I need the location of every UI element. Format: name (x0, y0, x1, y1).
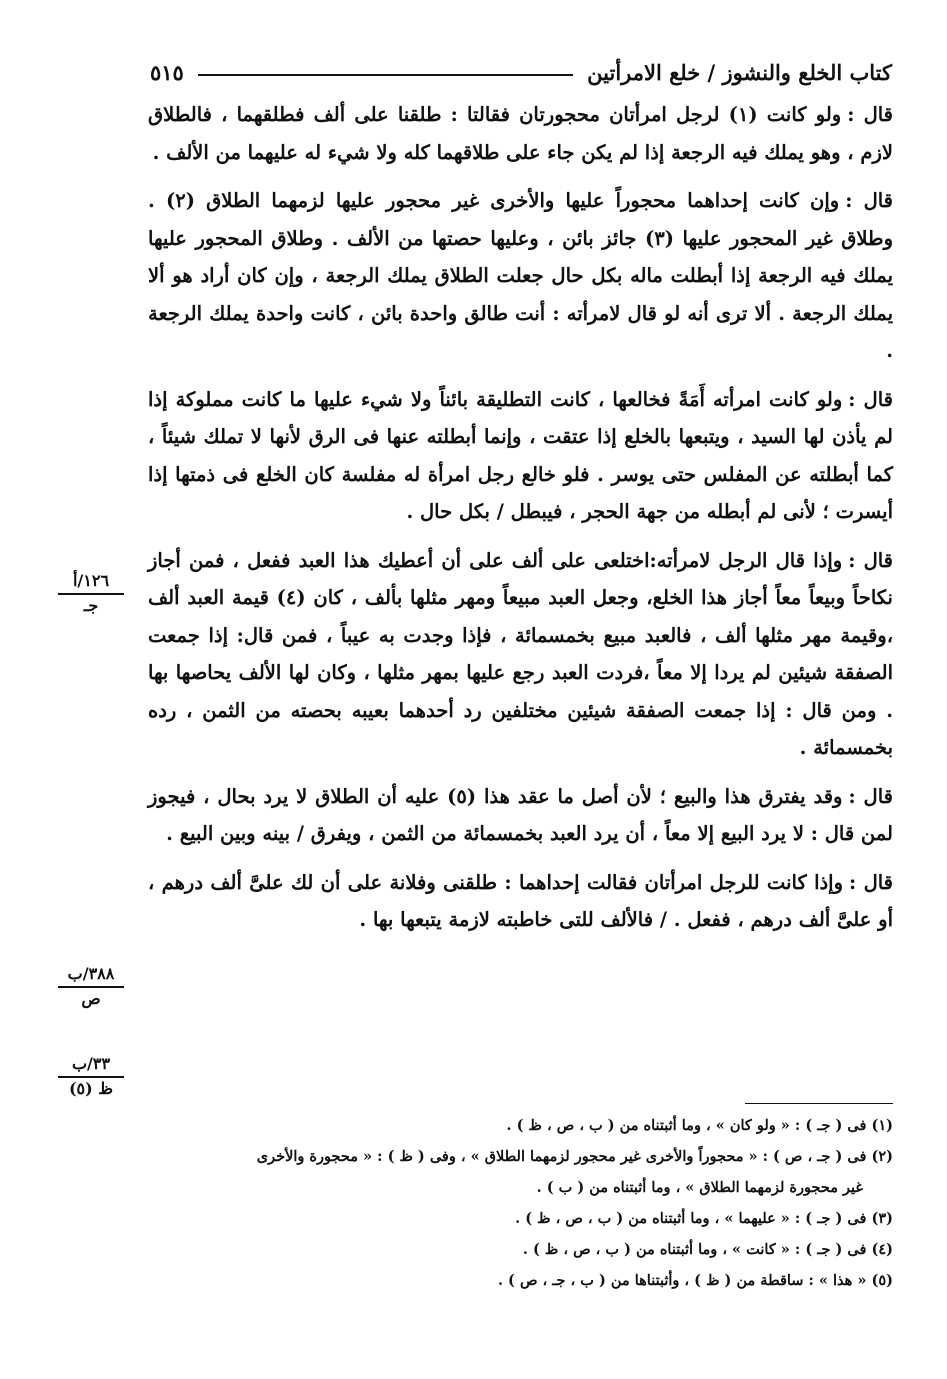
paragraph-lead: قال : (848, 387, 893, 411)
footnote-continuation: غير محجورة لزمهما الطلاق » ، وما أثبتناه من ( ب ) . (536, 1179, 863, 1196)
paragraph-text: وإذا قال الرجل لامرأته:اختلعى على ألف على أن أعطيك هذا العبد ففعل ، فمن أجاز نكاحاً وبيعاً معاً أجاز هذا الخلع، وجعل العبد مبيعاً ومهر مثلها بألف ، كان (٤) قيمة العبد ألف ،وقيمة مهر مثلها ألف ، فالعبد مبيع بخمسمائة ، فإذا وجدت به عيباً ، فمن قال: إذا جمعت الصفقة شيئين لم يردا إلا معاً ،فردت العبد رجع عليها بمهر مثلها ، وكان لها الألف يحاصها بها . ومن قال : إذا جمعت الصفقة شيئين مختلفين رد أحدهما بعيبه بحصته من الثمن ، رده بخمسمائة . (148, 548, 893, 759)
paragraph-text: ولو كانت امرأته أَمَةً فخالعها ، كانت التطليقة بائناً ولا شيء عليها ما كانت مملوكة إذا لم يأذن لها السيد ، ويتبعها بالخلع إذا عتقت ، وإنما أبطلته عنها فى الرق لأنها لا تملك شيئاً ، كما أبطلته عن المفلس حتى يوسر . فلو خالع رجل امرأة له مفلسة كان الخلع فى ذمتها إذا أيسرت ؛ لأنى لم أبطله من جهة الحجر ، فيبطل / بكل حال . (148, 387, 893, 523)
header-rule (198, 74, 573, 76)
footnote: (٢) فى ( جـ ، ص ) : « محجوراً والأخرى غير محجور لزمهما الطلاق » ، وفى ( ظ ) : « محجورة والأخرى (256, 1148, 893, 1165)
margin-folio: ٣٨٨/ب (58, 965, 124, 988)
page-number: ٥١٥ (150, 59, 184, 85)
page-header (150, 52, 892, 92)
paragraph (148, 182, 893, 370)
margin-manuscript-siglum: جـ (83, 596, 99, 615)
paragraph (148, 381, 893, 531)
margin-manuscript-siglum: ظ (٥) (68, 1079, 114, 1098)
paragraph-lead: قال : (848, 548, 893, 572)
paragraph (148, 542, 893, 767)
running-title: كتاب الخلع والنشوز / خلع الامرأتين (587, 59, 892, 85)
paragraph-text: وإذا كانت للرجل امرأتان فقالت إحداهما : طلقنى وفلانة على أن لك علىَّ ألف درهم ، أو علىَّ ألف درهم ، ففعل . / فالألف للتى خاطبته لازمة يتبعها بها . (148, 870, 893, 931)
paragraph (148, 96, 893, 171)
paragraph-text: ولو كانت (١) لرجل امرأتان محجورتان فقالتا : طلقنا على ألف فطلقهما ، فالطلاق لازم ، وهو يملك فيه الرجعة إذا لم يكن جاء على طلاقهما كله ولا شيء له عليهما من الألف . (148, 103, 893, 164)
paragraph-lead: قال : (848, 784, 893, 808)
footnote-separator (745, 1103, 893, 1104)
paragraph-lead: قال : (849, 870, 893, 894)
margin-folio: ١٢٦/أ (58, 572, 124, 595)
margin-reference (58, 965, 124, 1008)
paragraph (148, 778, 893, 853)
paragraph-text: وإن كانت إحداهما محجوراً عليها والأخرى غير محجور عليها لزمهما الطلاق (٢) . وطلاق غير المحجور عليها (٣) جائز بائن ، وعليها حصتها من الألف . وطلاق المحجور عليها يملك فيه الرجعة إذا أبطلت ماله بكل حال جعلت الطلاق يملك الرجعة ، وإن كان أراد هو ألا يملك الرجعة . ألا ترى أنه لو قال لامرأته : أنت طالق واحدة بائن ، كانت واحدة يملك الرجعة . (148, 189, 893, 362)
paragraph-lead: قال : (847, 103, 894, 126)
footnote: (٥) « هذا » : ساقطة من ( ظ ) ، وأثبتناها من ( ب ، جـ ، ص ) . (497, 1272, 893, 1289)
footnote: (١) فى ( جـ ) : « ولو كان » ، وما أثبتناه من ( ب ، ص ، ظ ) . (506, 1117, 893, 1134)
margin-manuscript-siglum: ص (81, 989, 101, 1008)
footnotes (148, 1110, 893, 1296)
margin-reference (58, 1055, 124, 1098)
paragraph-lead: قال : (845, 189, 894, 212)
margin-reference (58, 572, 124, 615)
paragraph-text: وقد يفترق هذا والبيع ؛ لأن أصل ما عقد هذا (٥) عليه أن الطلاق لا يرد بحال ، فيجوز لمن قال : لا يرد البيع إلا معاً ، أن يرد العبد بخمسمائة من الثمن ، ويفرق / بينه وبين البيع . (148, 784, 893, 845)
main-text (148, 96, 893, 950)
paragraph (148, 864, 893, 939)
footnote: (٣) فى ( جـ ) : « عليهما » ، وما أثبتناه من ( ب ، ص ، ظ ) . (515, 1210, 893, 1227)
margin-folio: ٣٣/ب (58, 1055, 124, 1078)
footnote: (٤) فى ( جـ ) : « كانت » ، وما أثبتناه من ( ب ، ص ، ظ ) . (522, 1241, 893, 1258)
